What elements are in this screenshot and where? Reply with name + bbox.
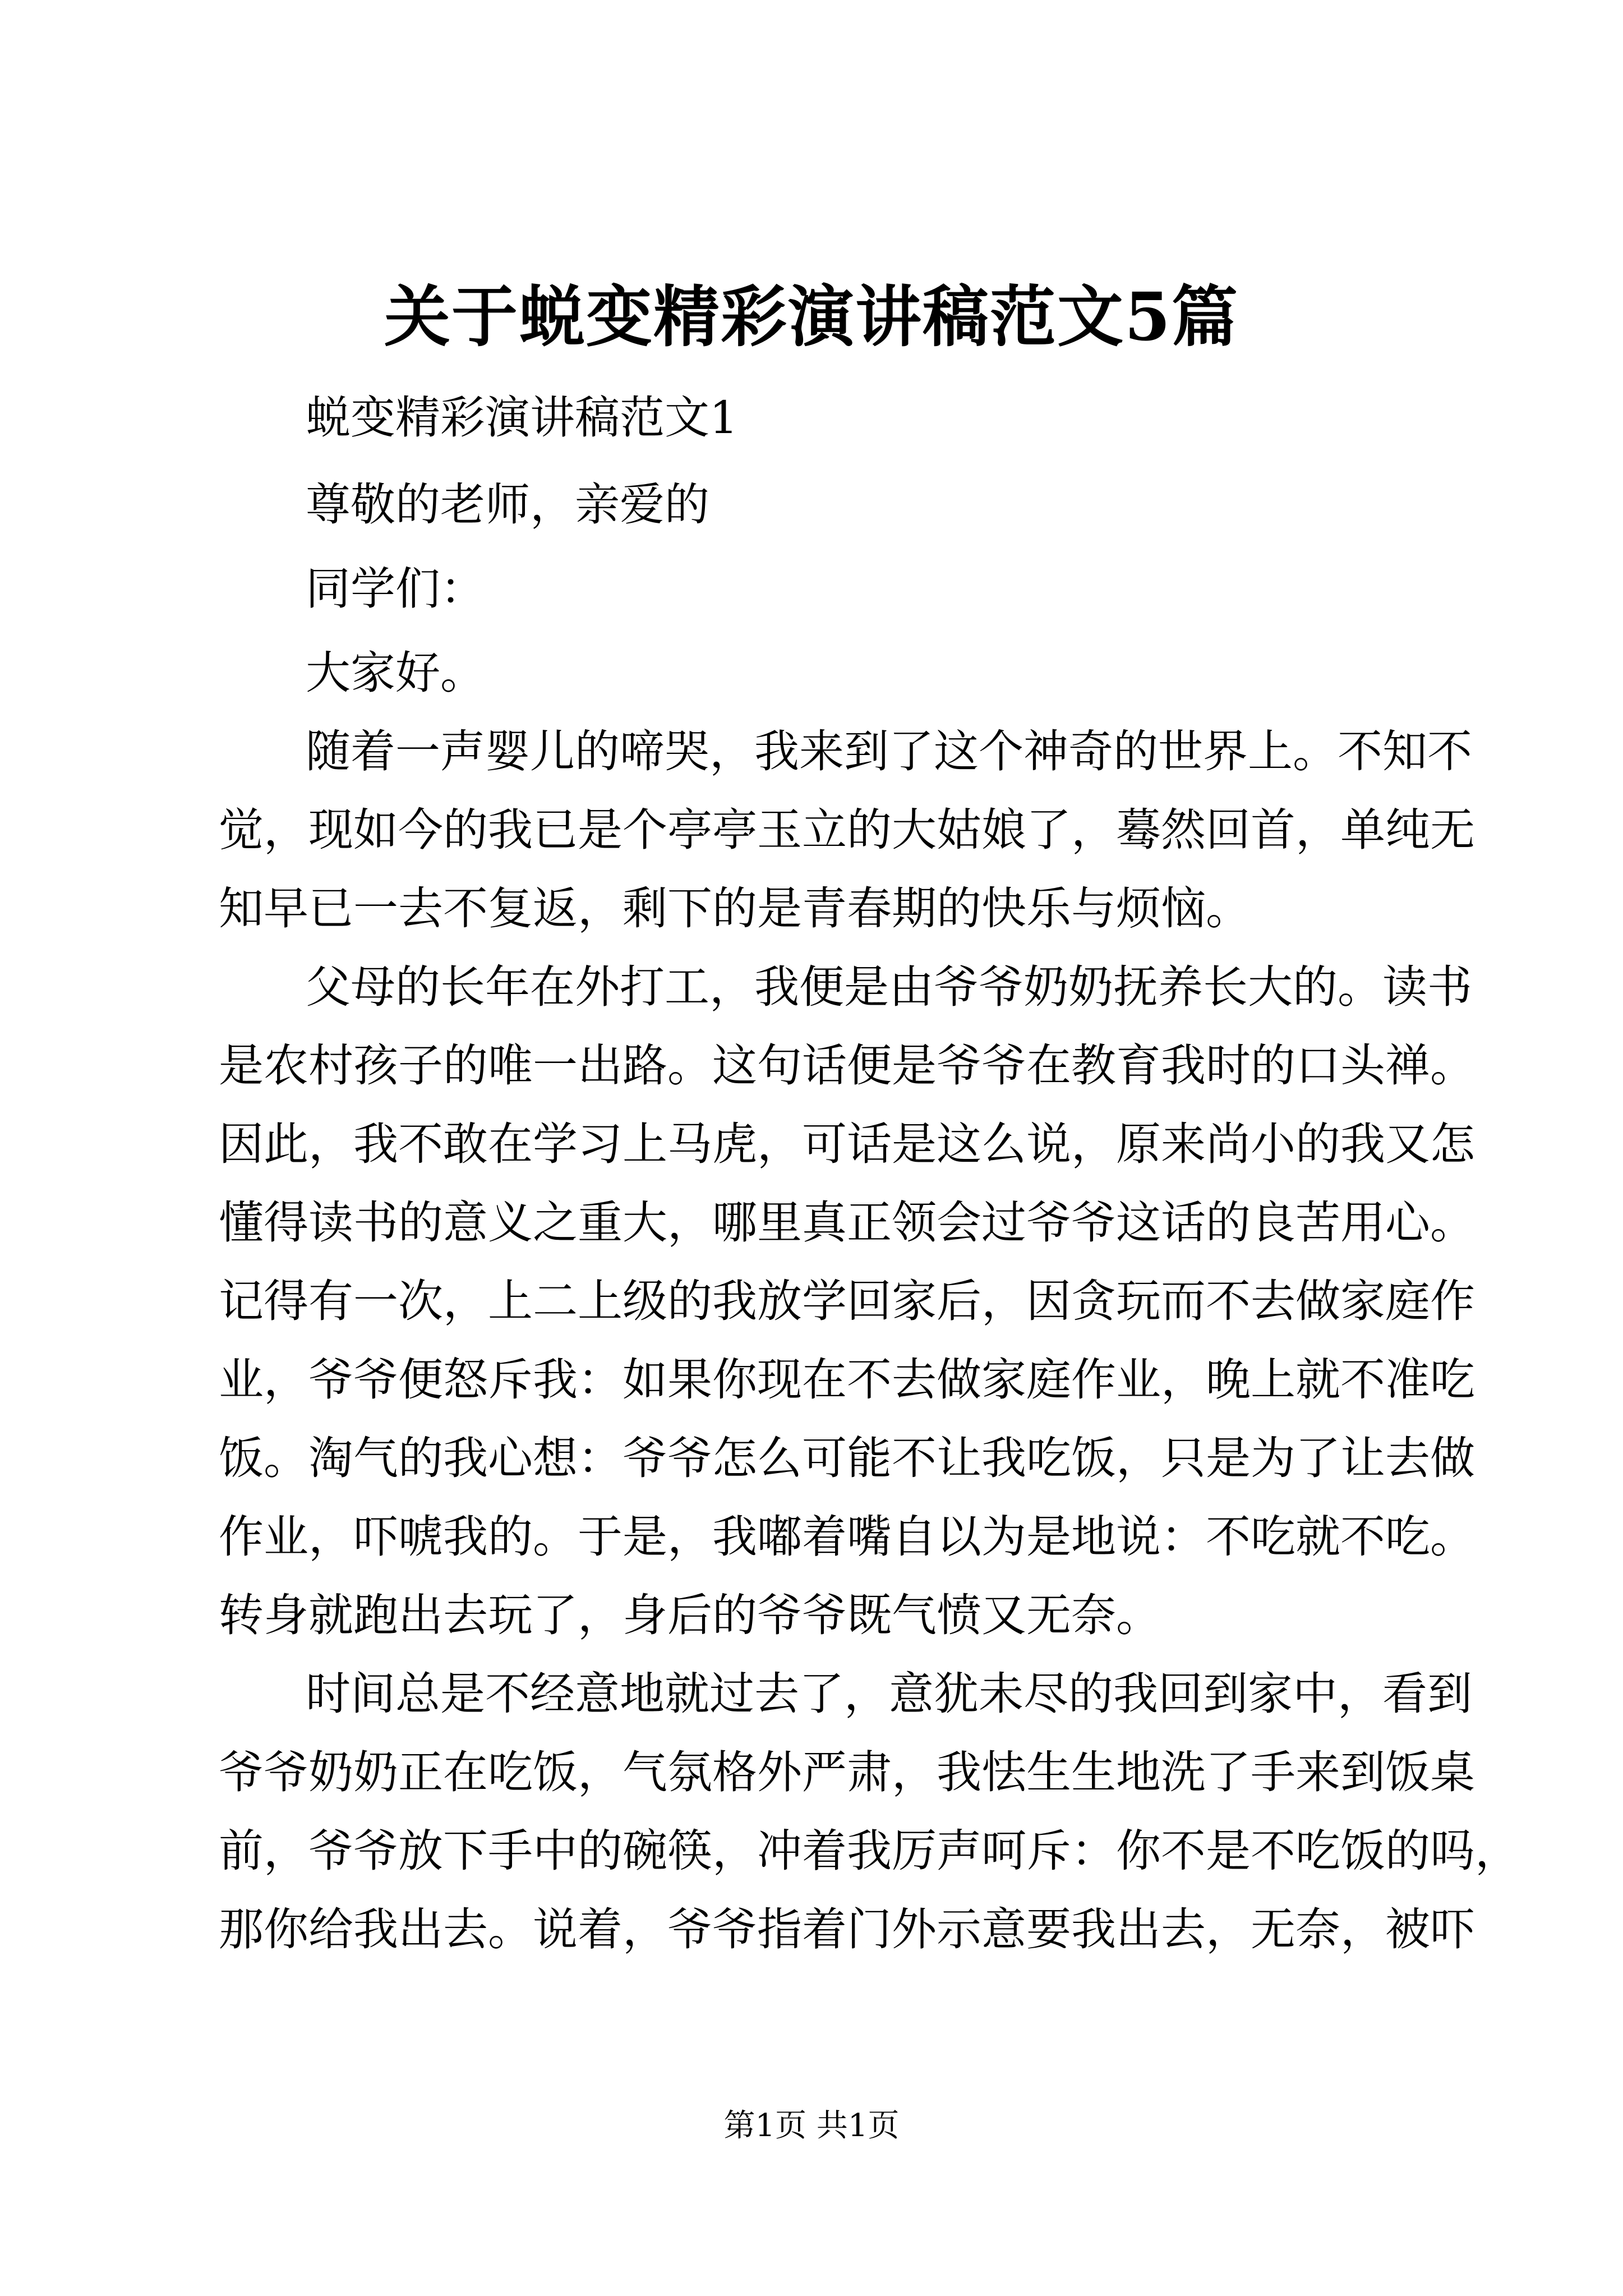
paragraph-line: 转身就跑出去玩了，身后的爷爷既气愤又无奈。 <box>219 1589 1161 1641</box>
paragraph-line: 懂得读书的意义之重大，哪里真正领会过爷爷这话的良苦用心。 <box>219 1197 1475 1249</box>
paragraph-line: 因此，我不敢在学习上马虎，可话是这么说，原来尚小的我又怎 <box>219 1118 1475 1170</box>
paragraph-line: 前，爷爷放下手中的碗筷，冲着我厉声呵斥：你不是不吃饭的吗， <box>219 1825 1520 1877</box>
paragraph-line: 随着一声婴儿的啼哭，我来到了这个神奇的世界上。不知不 <box>306 725 1472 777</box>
paragraph-line: 爷爷奶奶正在吃饭，气氛格外严肃，我怯生生地洗了手来到饭桌 <box>219 1746 1475 1798</box>
paragraph-line: 作业，吓唬我的。于是，我嘟着嘴自以为是地说：不吃就不吃。 <box>219 1511 1475 1563</box>
document-title: 关于蜕变精彩演讲稿范文5篇 <box>384 278 1239 356</box>
paragraph-line: 饭。淘气的我心想：爷爷怎么可能不让我吃饭，只是为了让去做 <box>219 1432 1475 1484</box>
paragraph-line: 业，爷爷便怒斥我：如果你现在不去做家庭作业，晚上就不准吃 <box>219 1354 1475 1406</box>
page-footer: 第1页 共1页 <box>723 2108 900 2144</box>
paragraph-line: 知早已一去不复返，剩下的是青春期的快乐与烦恼。 <box>219 882 1251 935</box>
paragraph-line: 是农村孩子的唯一出路。这句话便是爷爷在教育我时的口头禅。 <box>219 1039 1475 1092</box>
section-heading: 蜕变精彩演讲稿范文1 <box>306 392 738 444</box>
paragraph-line: 觉，现如今的我已是个亭亭玉立的大姑娘了，蓦然回首，单纯无 <box>219 804 1475 856</box>
paragraph-line: 时间总是不经意地就过去了，意犹未尽的我回到家中，看到 <box>306 1668 1472 1720</box>
salutation-line: 同学们： <box>306 563 485 615</box>
paragraph-line: 记得有一次，上二上级的我放学回家后，因贪玩而不去做家庭作 <box>219 1275 1475 1327</box>
paragraph-line: 父母的长年在外打工，我便是由爷爷奶奶抚养长大的。读书 <box>306 961 1472 1013</box>
salutation-line: 尊敬的老师，亲爱的 <box>306 478 709 531</box>
greeting-line: 大家好。 <box>306 647 485 699</box>
paragraph-line: 那你给我出去。说着，爷爷指着门外示意要我出去，无奈，被吓 <box>219 1903 1475 1955</box>
